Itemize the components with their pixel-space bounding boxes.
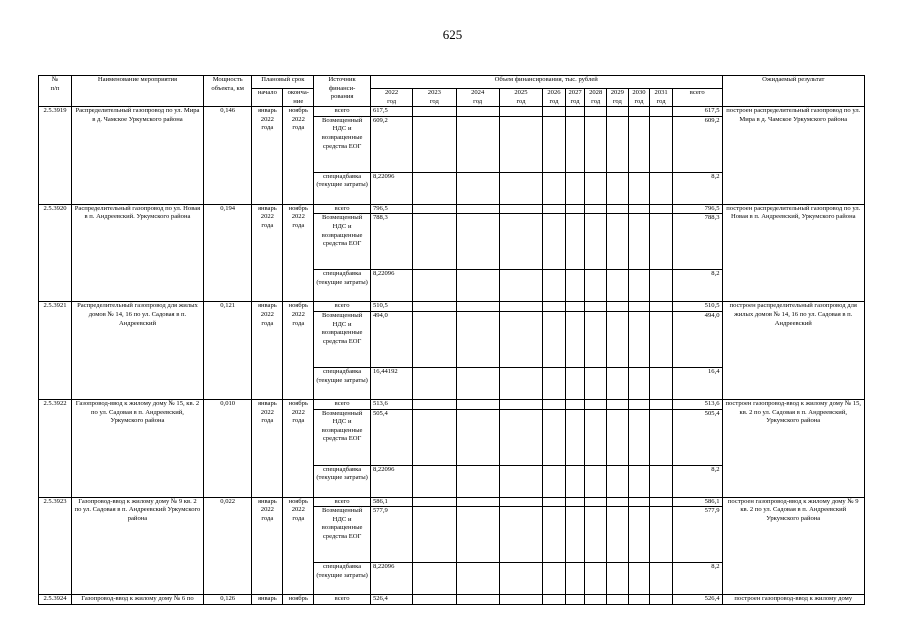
header-year: 2029 год [607,89,629,107]
value-empty [499,399,542,409]
value-2022: 8,22096 [370,563,412,595]
value-empty [456,302,499,312]
value-empty [456,595,499,605]
value-empty [413,214,456,270]
funding-source: Возмещенный НДС и возвращенные средства ЕОГ [314,409,371,465]
value-empty [456,465,499,497]
value-empty [607,563,629,595]
value-total: 8,2 [672,270,722,302]
value-2022: 8,22096 [370,270,412,302]
value-empty [565,270,585,302]
value-empty [543,595,566,605]
value-empty [565,116,585,172]
value-empty [628,563,650,595]
value-empty [499,465,542,497]
value-empty [650,204,673,214]
header-num: № п/п [39,76,72,107]
value-empty [565,563,585,595]
value-total: 16,4 [672,367,722,399]
item-end: ноябрь 2022 года [283,497,314,595]
value-empty [585,595,607,605]
header-year: 2023 год [413,89,456,107]
value-empty [499,507,542,563]
value-empty [565,465,585,497]
value-empty [628,399,650,409]
value-empty [499,302,542,312]
header-year: 2028 год [585,89,607,107]
value-empty [456,367,499,399]
item-capacity: 0,022 [203,497,251,595]
value-empty [650,507,673,563]
item-name: Распределительный газопровод для жилых домов № 14, 16 по ул. Садовая в п. Андреевский [71,302,203,400]
expected-result: построен газопровод-ввод к жилому дому № 15, кв. 2 по ул. Садовая в п. Андреевский, Уркумского района [722,399,864,497]
value-empty [565,302,585,312]
funding-source: спецнадбавка (текущие затраты) [314,367,371,399]
value-total: 505,4 [672,409,722,465]
item-end: ноябрь 2022 года [283,302,314,400]
value-empty [607,497,629,507]
expected-result: построен распределительный газопровод по ул. Мира в д. Чамское Уркумского района [722,107,864,205]
value-empty [565,399,585,409]
value-empty [628,172,650,204]
value-total: 8,2 [672,563,722,595]
value-empty [456,311,499,367]
value-empty [650,399,673,409]
value-empty [499,204,542,214]
value-empty [650,116,673,172]
value-empty [585,409,607,465]
value-empty [607,270,629,302]
value-empty [456,107,499,117]
value-empty [499,270,542,302]
item-number: 2.5.3921 [39,302,72,400]
header-end: оконча- ние [283,89,314,107]
value-empty [543,367,566,399]
value-empty [456,507,499,563]
value-empty [585,107,607,117]
header-year: 2025 год [499,89,542,107]
header-start: начало [252,89,283,107]
value-empty [413,497,456,507]
value-total: 8,2 [672,465,722,497]
value-empty [628,302,650,312]
value-empty [543,107,566,117]
item-number: 2.5.3924 [39,595,72,605]
table-row [39,595,865,605]
value-empty [565,507,585,563]
value-empty [650,563,673,595]
table-row [39,204,865,214]
item-start: январь 2022 года [252,302,283,400]
value-2022: 577,9 [370,507,412,563]
value-empty [499,107,542,117]
item-name: Распределительный газопровод по ул. Мира в д. Чамское Уркумского района [71,107,203,205]
value-total: 513,6 [672,399,722,409]
funding-source: Возмещенный НДС и возвращенные средства ЕОГ [314,311,371,367]
header-year: 2022 год [370,89,412,107]
value-empty [413,116,456,172]
item-end: ноябрь 2022 года [283,204,314,302]
table-body [39,107,865,605]
header-year: 2024 год [456,89,499,107]
header-year: 2030 год [628,89,650,107]
value-2022: 494,0 [370,311,412,367]
item-start: январь [252,595,283,605]
value-empty [607,302,629,312]
value-empty [413,311,456,367]
value-empty [650,465,673,497]
value-empty [413,204,456,214]
value-empty [499,214,542,270]
value-empty [413,409,456,465]
value-empty [543,311,566,367]
value-2022: 16,44192 [370,367,412,399]
value-empty [628,367,650,399]
value-empty [565,595,585,605]
header-total: всего [672,89,722,107]
item-end: ноябрь 2022 года [283,107,314,205]
value-2022: 510,5 [370,302,412,312]
value-empty [565,367,585,399]
value-2022: 8,22096 [370,465,412,497]
value-empty [650,497,673,507]
value-empty [543,507,566,563]
value-empty [543,399,566,409]
item-capacity: 0,126 [203,595,251,605]
value-empty [565,311,585,367]
value-empty [456,497,499,507]
value-empty [413,302,456,312]
value-total: 577,9 [672,507,722,563]
value-empty [456,172,499,204]
value-total: 526,4 [672,595,722,605]
value-empty [650,311,673,367]
funding-source: спецнадбавка (текущие затраты) [314,172,371,204]
item-capacity: 0,194 [203,204,251,302]
value-empty [607,116,629,172]
item-number: 2.5.3923 [39,497,72,595]
item-number: 2.5.3920 [39,204,72,302]
value-empty [456,204,499,214]
item-start: январь 2022 года [252,497,283,595]
value-empty [628,465,650,497]
funding-source: всего [314,204,371,214]
item-name: Газопровод-ввод к жилому дому № 6 по [71,595,203,605]
value-empty [607,595,629,605]
value-empty [499,563,542,595]
table-row [39,497,865,507]
table-row [39,107,865,117]
value-empty [565,107,585,117]
value-total: 8,2 [672,172,722,204]
item-number: 2.5.3922 [39,399,72,497]
funding-source: всего [314,399,371,409]
value-empty [585,204,607,214]
value-empty [628,409,650,465]
value-empty [607,507,629,563]
header-period: Плановый срок [252,76,314,89]
value-empty [585,116,607,172]
item-name: Газопровод-ввод к жилому дому № 9 кв. 2 по ул. Садовая в п. Андреевский Уркумского района [71,497,203,595]
expected-result: построен распределительный газопровод для жилых домов № 14, 16 по ул. Садовая в п. Андреевский [722,302,864,400]
value-empty [628,204,650,214]
value-empty [650,367,673,399]
value-empty [456,214,499,270]
expected-result: построен газопровод-ввод к жилому дому [722,595,864,605]
item-capacity: 0,010 [203,399,251,497]
funding-source: Возмещенный НДС и возвращенные средства ЕОГ [314,116,371,172]
value-empty [413,507,456,563]
value-empty [628,214,650,270]
value-empty [628,311,650,367]
value-empty [543,116,566,172]
funding-source: спецнадбавка (текущие затраты) [314,465,371,497]
value-empty [543,172,566,204]
value-empty [628,270,650,302]
item-name: Распределительный газопровод по ул. Новая в п. Андреевский. Уркумского района [71,204,203,302]
item-end: ноябрь 2022 года [283,399,314,497]
value-empty [543,497,566,507]
value-empty [585,311,607,367]
table-row [39,302,865,312]
header-funding: Объем финансирования, тыс. рублей [370,76,722,89]
header-year: 2026 год [543,89,566,107]
value-empty [607,399,629,409]
value-empty [543,214,566,270]
item-end: ноябрь [283,595,314,605]
header-source: Источник финанси- рования [314,76,371,107]
header-year: 2031 год [650,89,673,107]
value-empty [607,214,629,270]
value-2022: 788,3 [370,214,412,270]
value-empty [650,107,673,117]
value-empty [499,116,542,172]
value-empty [585,270,607,302]
expected-result: построен газопровод-ввод к жилому дому № 9 кв. 2 по ул. Садовая в п. Андреевский Уркумского района [722,497,864,595]
value-empty [413,595,456,605]
value-empty [628,107,650,117]
funding-source: всего [314,107,371,117]
item-capacity: 0,121 [203,302,251,400]
value-empty [565,204,585,214]
value-empty [543,465,566,497]
value-empty [585,497,607,507]
page-number: 625 [442,27,463,42]
value-2022: 526,4 [370,595,412,605]
value-empty [628,116,650,172]
value-empty [543,270,566,302]
value-empty [628,595,650,605]
value-empty [413,172,456,204]
value-2022: 609,2 [370,116,412,172]
value-empty [607,367,629,399]
value-empty [565,214,585,270]
value-empty [543,302,566,312]
value-empty [650,409,673,465]
value-empty [607,311,629,367]
value-empty [456,409,499,465]
value-empty [585,302,607,312]
value-empty [456,116,499,172]
value-empty [456,399,499,409]
value-total: 788,3 [672,214,722,270]
value-empty [607,204,629,214]
value-2022: 617,5 [370,107,412,117]
funding-source: Возмещенный НДС и возвращенные средства ЕОГ [314,507,371,563]
value-total: 609,2 [672,116,722,172]
value-empty [585,507,607,563]
value-empty [499,497,542,507]
value-empty [565,409,585,465]
value-empty [650,214,673,270]
value-empty [456,563,499,595]
item-start: январь 2022 года [252,204,283,302]
header-year: 2027 год [565,89,585,107]
value-empty [607,172,629,204]
item-start: январь 2022 года [252,107,283,205]
value-empty [565,172,585,204]
value-empty [499,172,542,204]
value-empty [499,409,542,465]
value-empty [585,214,607,270]
funding-source: всего [314,497,371,507]
value-empty [413,465,456,497]
value-empty [607,409,629,465]
value-2022: 586,1 [370,497,412,507]
value-empty [499,367,542,399]
funding-source: всего [314,595,371,605]
value-total: 586,1 [672,497,722,507]
funding-table [38,75,865,605]
header-result: Ожидаемый результат [722,76,864,107]
value-empty [565,497,585,507]
item-name: Газопровод-ввод к жилому дому № 15, кв. 2 по ул. Садовая в п. Андреевский, Уркумского района [71,399,203,497]
value-total: 510,5 [672,302,722,312]
value-empty [585,399,607,409]
value-empty [585,465,607,497]
header-name: Наименование мероприятия [71,76,203,107]
expected-result: построен распределительный газопровод по ул. Новая в п. Андреевский, Уркумского района [722,204,864,302]
funding-source: Возмещенный НДС и возвращенные средства ЕОГ [314,214,371,270]
value-2022: 8,22096 [370,172,412,204]
value-empty [543,563,566,595]
funding-source: спецнадбавка (текущие затраты) [314,563,371,595]
value-empty [413,107,456,117]
value-empty [607,107,629,117]
value-total: 617,5 [672,107,722,117]
value-empty [585,172,607,204]
value-empty [499,595,542,605]
value-empty [628,507,650,563]
table-row [39,399,865,409]
value-empty [650,595,673,605]
value-empty [543,409,566,465]
funding-source: спецнадбавка (текущие затраты) [314,270,371,302]
header-capacity: Мощность объекта, км [203,76,251,107]
value-empty [543,204,566,214]
item-start: январь 2022 года [252,399,283,497]
funding-source: всего [314,302,371,312]
value-2022: 796,5 [370,204,412,214]
value-2022: 513,6 [370,399,412,409]
value-empty [585,367,607,399]
value-empty [585,563,607,595]
value-2022: 505,4 [370,409,412,465]
value-empty [628,497,650,507]
value-empty [499,311,542,367]
value-empty [413,270,456,302]
value-empty [413,399,456,409]
value-empty [456,270,499,302]
value-empty [413,563,456,595]
item-number: 2.5.3919 [39,107,72,205]
value-empty [650,172,673,204]
value-empty [607,465,629,497]
value-total: 796,5 [672,204,722,214]
value-empty [650,270,673,302]
item-capacity: 0,146 [203,107,251,205]
value-empty [650,302,673,312]
value-empty [413,367,456,399]
value-total: 494,0 [672,311,722,367]
